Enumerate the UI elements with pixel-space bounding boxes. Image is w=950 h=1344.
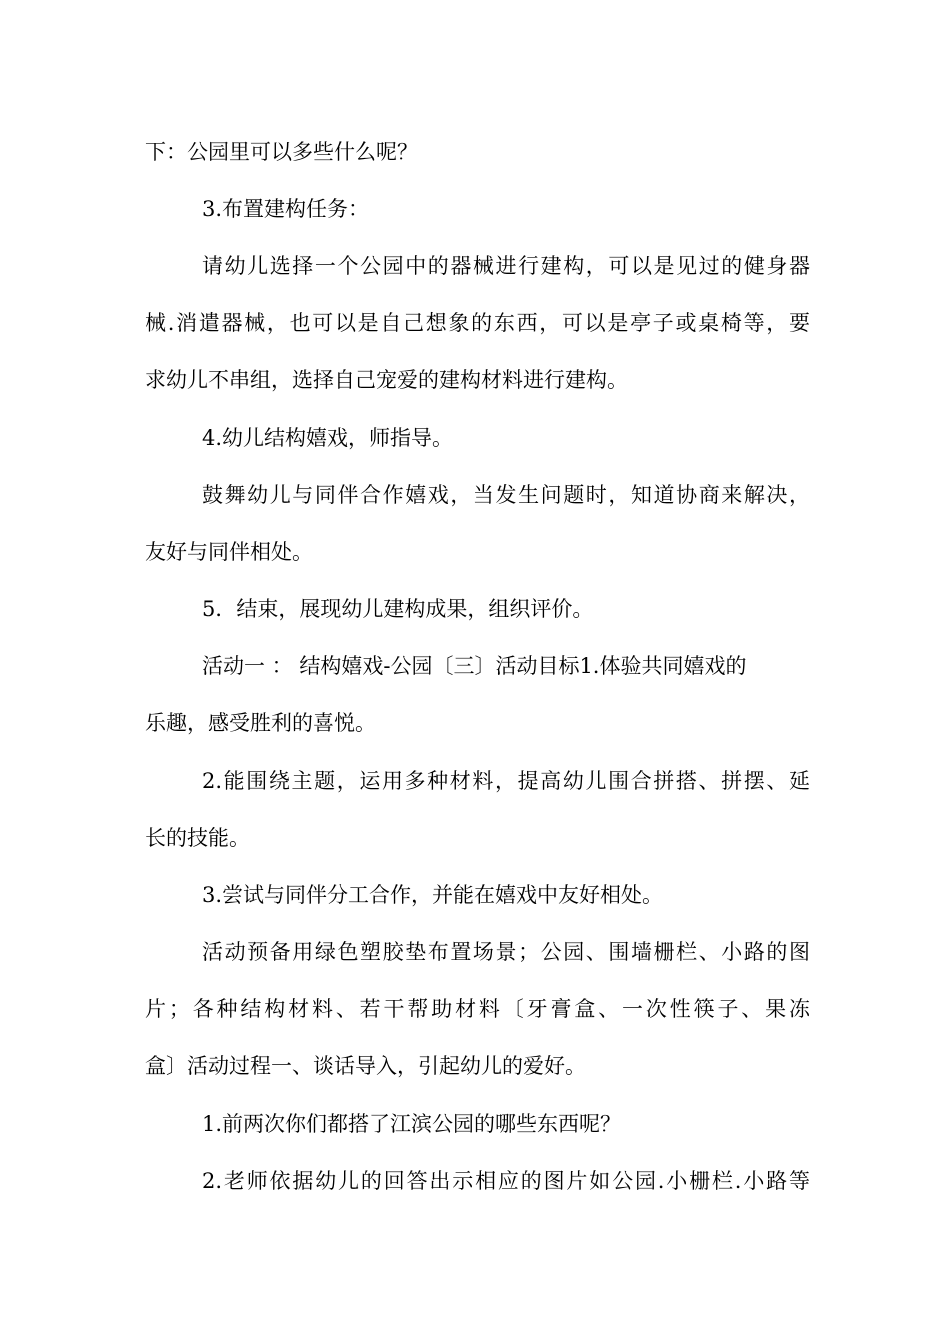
text-line: 盒〕活动过程一、谈话导入，引起幼儿的爱好。: [145, 1054, 586, 1078]
text-line: 3.布置建构任务：: [202, 197, 370, 221]
text-line: 求幼儿不串组，选择自己宠爱的建构材料进行建构。: [145, 368, 628, 392]
text-line: 3.尝试与同伴分工合作，并能在嬉戏中友好相处。: [202, 883, 664, 907]
text-line: 5．结束，展现幼儿建构成果，组织评价。: [202, 597, 594, 621]
text-line: 长的技能。: [145, 826, 250, 850]
text-line: 友好与同伴相处。: [145, 540, 313, 564]
text-line: 械.消遣器械，也可以是自己想象的东西，可以是亭子或桌椅等，要: [145, 311, 810, 335]
text-line: 活动一 ： 结构嬉戏-公园〔三〕活动目标1.体验共同嬉戏的: [202, 654, 747, 678]
text-line: 下：公园里可以多些什么呢？: [145, 140, 418, 164]
text-line: 片；各种结构材料、若干帮助材料〔牙膏盒、一次性筷子、果冻: [145, 997, 810, 1021]
text-line: 4.幼儿结构嬉戏，师指导。: [202, 426, 454, 450]
text-line: 2.能围绕主题，运用多种材料，提高幼儿围合拼搭、拼摆、延: [202, 769, 810, 793]
text-line: 活动预备用绿色塑胶垫布置场景；公园、围墙栅栏、小路的图: [202, 940, 810, 964]
text-line: 乐趣，感受胜利的喜悦。: [145, 711, 376, 735]
text-line: 请幼儿选择一个公园中的器械进行建构，可以是见过的健身器: [202, 254, 810, 278]
text-line: 1.前两次你们都搭了江滨公园的哪些东西呢？: [202, 1112, 622, 1136]
text-line: 鼓舞幼儿与同伴合作嬉戏，当发生问题时，知道协商来解决，: [202, 483, 810, 507]
text-line: 2.老师依据幼儿的回答出示相应的图片如公园.小栅栏.小路等: [202, 1169, 810, 1193]
